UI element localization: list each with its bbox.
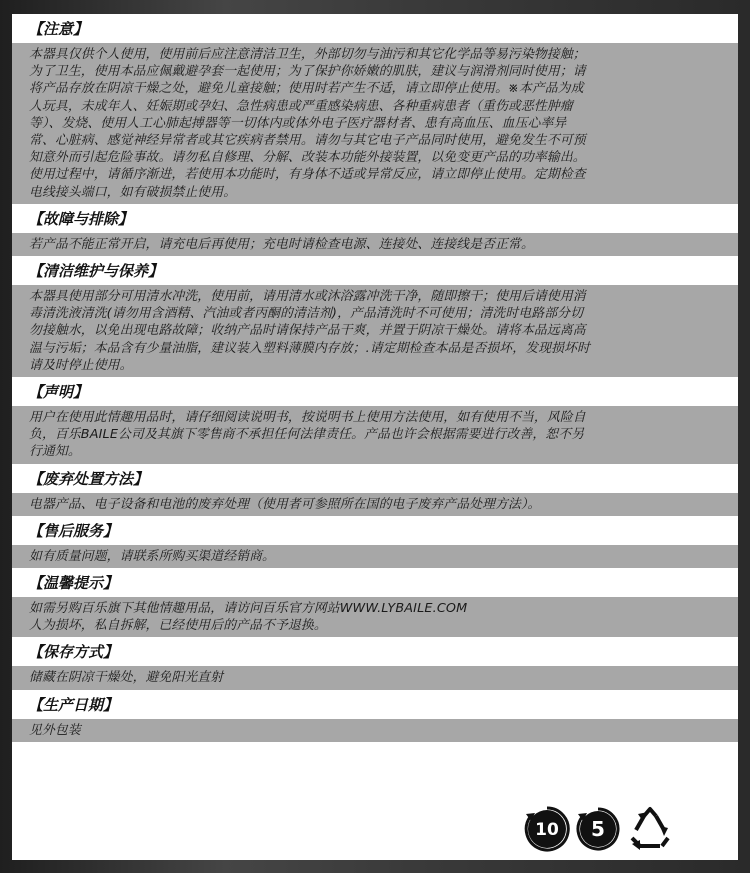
recycle-icon [626, 806, 674, 852]
section-title: 【故障与排除】 [12, 204, 738, 233]
section-line: 电线接头端口，如有破损禁止使用。 [29, 184, 237, 200]
section-line: 用户在使用此情趣用品时，请仔细阅读说明书，按说明书上使用方法使用，如有使用不当，风险自 [29, 410, 586, 426]
section-line: 毒清洗液清洗(请勿用含酒精、汽油或者丙酮的清洁剂)，产品清洗时不可使用；清洗时电路部分切 [29, 306, 584, 322]
section-2 [12, 204, 738, 256]
section-line: 电器产品、电子设备和电池的废弃处理（使用者可参照所在国的电子废弃产品处理方法）。 [29, 496, 541, 512]
section-line: 本器具仅供个人使用，使用前后应注意清洁卫生，外部切勿与油污和其它化学品等易污染物接触； [29, 47, 586, 62]
section-line: 知意外而引起危险事故。请勿私自修理、分解、改装本功能外接装置，以免变更产品的功率输出。 [29, 150, 586, 166]
section-9 [12, 690, 738, 742]
section-6 [12, 516, 738, 568]
section-8 [12, 637, 738, 689]
section-line: 常、心脏病、感觉神经异常者或其它疾病者禁用。请勿与其它电子产品同时使用，避免发生不可预 [29, 133, 586, 149]
epp-5-icon [576, 806, 620, 852]
sections-container [12, 14, 738, 742]
manual-page [12, 14, 738, 860]
section-5 [12, 464, 738, 516]
section-body [12, 285, 738, 377]
section-title: 【清洁维护与保养】 [12, 256, 738, 285]
section-body [12, 233, 738, 256]
section-body [12, 493, 738, 516]
section-line: 行通知。 [29, 444, 81, 460]
section-body [12, 406, 738, 464]
section-line: 若产品不能正常开启，请充电后再使用；充电时请检查电源、连接处、连接线是否正常。 [29, 236, 534, 252]
section-title: 【保存方式】 [12, 637, 738, 666]
section-line: 等）、发烧、使用人工心肺起搏器等一切体内或体外电子医疗器材者、患有高血压、血压心率异 [29, 115, 567, 131]
section-line: 为了卫生，使用本品应佩戴避孕套一起使用；为了保护你娇嫩的肌肤，建议与润滑剂同时使用；请 [29, 64, 586, 80]
section-line: 如有质量问题，请联系所购买渠道经销商。 [29, 548, 275, 564]
section-body [12, 43, 738, 204]
section-line: 温与污垢；本品含有少量油脂，建议装入塑料薄膜内存放；.请定期检查本品是否损坏，发现损坏时 [29, 340, 590, 356]
section-body [12, 719, 738, 742]
section-line: 将产品存放在阴凉干燥之处，避免儿童接触；使用时若产生不适，请立即停止使用。※本产品为成 [29, 81, 584, 97]
section-title: 【废弃处置方法】 [12, 464, 738, 493]
section-line: 本器具使用部分可用清水冲洗，使用前，请用清水或沐浴露冲洗干净，随即擦干；使用后请使用消 [29, 289, 586, 305]
section-3 [12, 256, 738, 377]
section-body [12, 666, 738, 689]
section-line: 使用过程中，请循序渐进，若使用本功能时，有身体不适或异常反应，请立即停止使用。定期检查 [29, 167, 586, 183]
section-line: 人玩具，未成年人、妊娠期或孕妇、急性病患或严重感染病患、各种重病患者（重伤或恶性肿瘤 [29, 98, 573, 114]
section-title: 【售后服务】 [12, 516, 738, 545]
section-4 [12, 377, 738, 464]
section-line: 储藏在阴凉干燥处，避免阳光直射 [29, 670, 224, 686]
section-title: 【生产日期】 [12, 690, 738, 719]
section-7 [12, 568, 738, 637]
section-line: 负，百乐BAILE公司及其旗下零售商不承担任何法律责任。产品也许会根据需要进行改善，恕不另 [29, 427, 585, 443]
section-body [12, 545, 738, 568]
section-line: 勿接触水，以免出现电路故障；收纳产品时请保持产品干爽，并置于阴凉干燥处。请将本品远离高 [29, 323, 586, 339]
certification-icons [524, 806, 674, 852]
section-title: 【声明】 [12, 377, 738, 406]
section-title: 【注意】 [12, 14, 738, 43]
epp-5-label: 5 [591, 817, 605, 841]
section-body [12, 597, 738, 637]
epp-10-label: 10 [535, 820, 559, 840]
section-title: 【温馨提示】 [12, 568, 738, 597]
section-line: 请及时停止使用。 [29, 357, 133, 373]
section-line: 人为损坏，私自拆解，已经使用后的产品不予退换。 [29, 618, 327, 634]
epp-10-icon [524, 806, 570, 852]
section-line: 如需另购百乐旗下其他情趣用品，请访问百乐官方网站WWW.LYBAILE.COM [29, 601, 468, 617]
section-line: 见外包装 [29, 722, 81, 738]
section-1 [12, 14, 738, 204]
